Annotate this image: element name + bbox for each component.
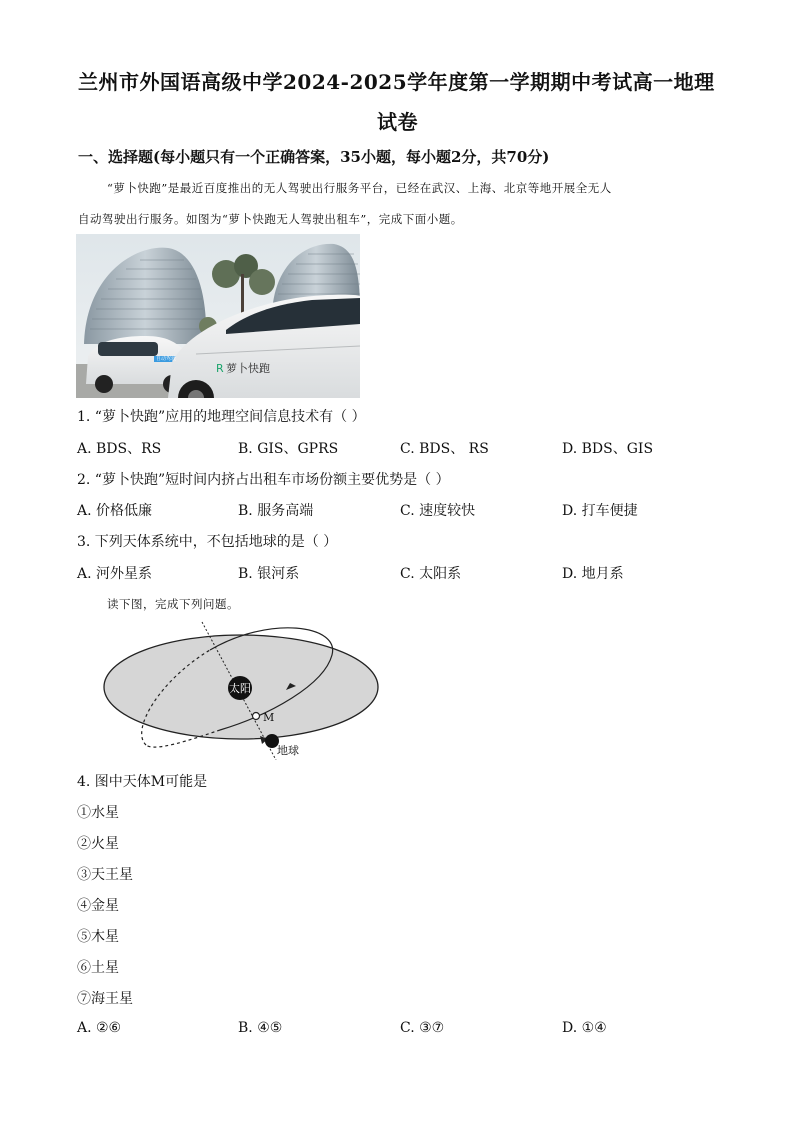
question-4-option-c[interactable]: C. ③⑦	[400, 1020, 445, 1036]
question-3-option-a[interactable]: A. 河外星系	[77, 566, 153, 582]
m-label: M	[263, 711, 275, 724]
page-title-line1: 兰州市外国语高级中学2024-2025学年度第一学期期中考试高一地理	[78, 70, 715, 94]
robotaxi-photo	[76, 234, 360, 398]
question-2-stem: 2. “萝卜快跑”短时间内挤占出租车市场份额主要优势是（ ）	[77, 472, 450, 488]
svg-text:R: R	[216, 362, 224, 375]
question-4-item: ④金星	[77, 898, 119, 914]
question-4-item: ⑥土星	[77, 960, 119, 976]
question-2-option-c[interactable]: C. 速度较快	[400, 503, 476, 519]
page-title-line2: 试卷	[377, 110, 418, 134]
question-2-option-a[interactable]: A. 价格低廉	[77, 503, 153, 519]
question-4-item: ③天王星	[77, 867, 133, 883]
small-car-label: 自动驾驶	[156, 356, 177, 362]
car-logo-text: 萝卜快跑	[226, 362, 270, 375]
question-4-item: ⑤木星	[77, 929, 119, 945]
diagram-intro: 读下图，完成下列问题。	[107, 597, 239, 611]
material-paragraph-line1: “萝卜快跑”是最近百度推出的无人驾驶出行服务平台，已经在武汉、上海、北京等地开展全无人	[107, 181, 612, 195]
question-4-item: ②火星	[77, 836, 119, 852]
question-4-stem: 4. 图中天体M可能是	[77, 774, 208, 790]
question-4-option-d[interactable]: D. ①④	[562, 1020, 607, 1036]
question-1-option-a[interactable]: A. BDS、RS	[77, 441, 162, 457]
question-2-option-d[interactable]: D. 打车便捷	[562, 503, 638, 519]
question-4-option-a[interactable]: A. ②⑥	[77, 1020, 122, 1036]
section-heading: 一、选择题(每小题只有一个正确答案，35小题，每小题2分，共70分)	[78, 148, 550, 166]
question-1-option-d[interactable]: D. BDS、GIS	[562, 441, 654, 457]
question-1-option-b[interactable]: B. GIS、GPRS	[238, 441, 339, 457]
question-4-item: ⑦海王星	[77, 991, 133, 1007]
material-paragraph-line2: 自动驾驶出行服务。如图为“萝卜快跑无人驾驶出租车”，完成下面小题。	[78, 212, 463, 226]
orbit-diagram	[100, 620, 384, 760]
question-4-option-b[interactable]: B. ④⑤	[238, 1020, 283, 1036]
sun-label: 太阳	[229, 682, 251, 695]
question-2-option-b[interactable]: B. 服务高端	[238, 503, 314, 519]
question-3-stem: 3. 下列天体系统中，不包括地球的是（ ）	[77, 534, 338, 550]
question-3-option-d[interactable]: D. 地月系	[562, 566, 624, 582]
question-3-option-b[interactable]: B. 银河系	[238, 566, 300, 582]
question-1-option-c[interactable]: C. BDS、 RS	[400, 441, 489, 457]
question-4-item: ①水星	[77, 805, 119, 821]
earth-label: 地球	[277, 744, 299, 757]
question-3-option-c[interactable]: C. 太阳系	[400, 566, 462, 582]
question-1-stem: 1. “萝卜快跑”应用的地理空间信息技术有（ ）	[77, 409, 366, 425]
m-body	[253, 713, 260, 720]
